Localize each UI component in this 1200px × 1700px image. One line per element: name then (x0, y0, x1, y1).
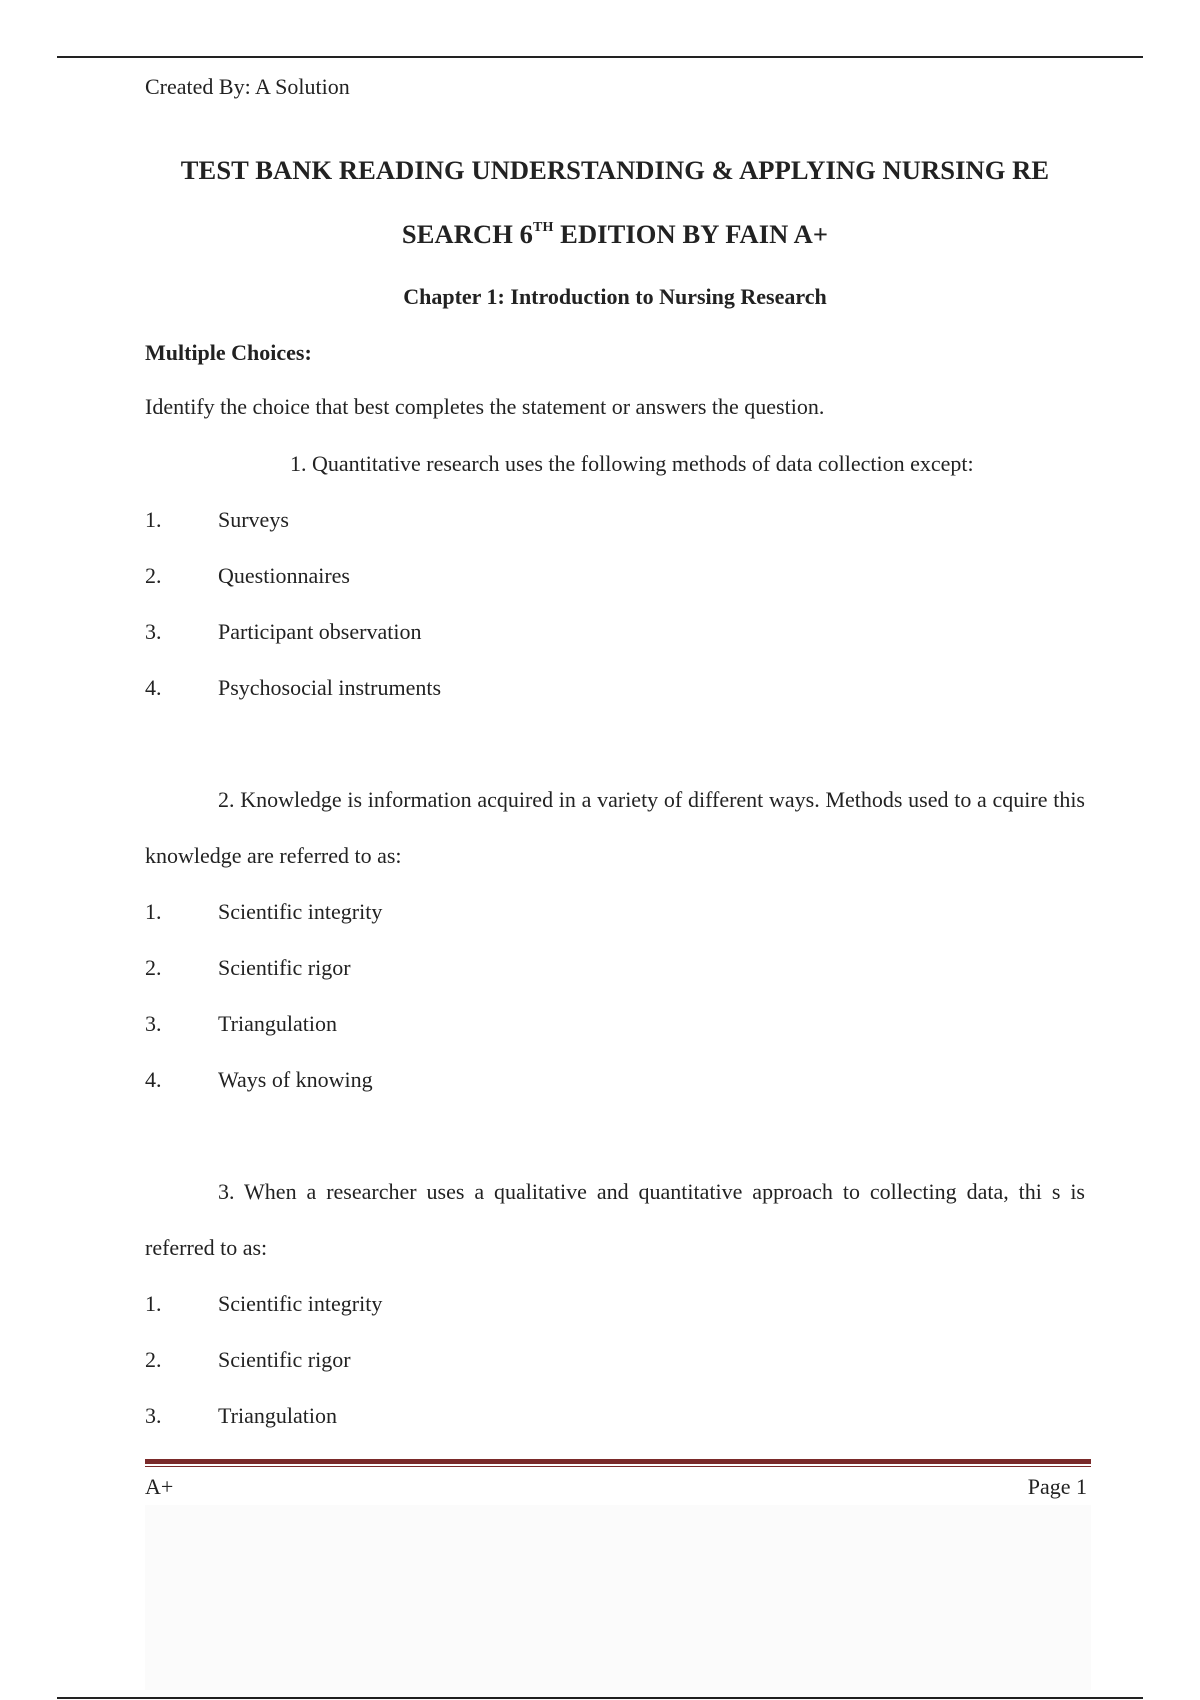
option-label: Scientific rigor (218, 1347, 351, 1372)
page-number: Page 1 (1027, 1474, 1087, 1499)
title-line-2-suffix: EDITION BY FAIN A+ (553, 219, 829, 249)
option-item (145, 660, 1085, 716)
option-item (145, 884, 1085, 940)
option-label: Scientific integrity (218, 1291, 383, 1316)
option-label: Participant observation (218, 619, 422, 644)
option-item (145, 1052, 1085, 1108)
title-line-2-prefix: SEARCH 6 (401, 219, 533, 249)
question-2-text: 2. Knowledge is information acquired in a variety of different ways. Methods used to a cquire this knowledge are referred to as: (145, 787, 1085, 868)
option-number: 3. (145, 1011, 162, 1036)
chapter-heading: Chapter 1: Introduction to Nursing Research (403, 284, 827, 309)
option-number: 4. (145, 675, 162, 700)
title-superscript: TH (533, 220, 554, 235)
option-number: 3. (145, 1403, 162, 1428)
instructions: Identify the choice that best completes the statement or answers the question. (145, 394, 825, 419)
option-item (145, 940, 1085, 996)
footer-rule (145, 1459, 1091, 1464)
option-item (145, 996, 1085, 1052)
option-item (145, 604, 1085, 660)
footer-rule-thin (145, 1466, 1091, 1467)
title-line-1: TEST BANK READING UNDERSTANDING & APPLYING NURSING RE (180, 155, 1050, 185)
option-number: 2. (145, 955, 162, 980)
option-label: Ways of knowing (218, 1067, 373, 1092)
question-1-options (145, 492, 1085, 716)
option-label: Questionnaires (218, 563, 350, 588)
footer-left-text: A+ (145, 1474, 174, 1499)
spacer (145, 1108, 1085, 1164)
created-by: Created By: A Solution (145, 74, 350, 99)
option-item (145, 548, 1085, 604)
document-title (145, 138, 1085, 266)
question-3-text: 3. When a researcher uses a qualitative and quantitative approach to collecting data, thi s is referred to as: (145, 1179, 1085, 1260)
option-label: Scientific integrity (218, 899, 383, 924)
option-label: Triangulation (218, 1403, 337, 1428)
option-number: 3. (145, 619, 162, 644)
document-page (145, 70, 1085, 1444)
option-item (145, 492, 1085, 548)
option-number: 1. (145, 899, 162, 924)
option-item (145, 1276, 1085, 1332)
bottom-rule (57, 1697, 1143, 1699)
option-item (145, 1388, 1085, 1444)
question-2-options (145, 884, 1085, 1108)
option-number: 1. (145, 507, 162, 532)
footer-margin-area (145, 1505, 1091, 1690)
option-label: Scientific rigor (218, 955, 351, 980)
option-number: 2. (145, 563, 162, 588)
option-label: Triangulation (218, 1011, 337, 1036)
question-3-options (145, 1276, 1085, 1444)
option-number: 4. (145, 1067, 162, 1092)
section-heading: Multiple Choices: (145, 340, 312, 365)
option-item (145, 1332, 1085, 1388)
option-label: Psychosocial instruments (218, 675, 442, 700)
option-number: 2. (145, 1347, 162, 1372)
top-rule (57, 56, 1143, 58)
option-number: 1. (145, 1291, 162, 1316)
spacer (145, 716, 1085, 772)
question-1-text: 1. Quantitative research uses the following methods of data collection except: (290, 451, 974, 476)
option-label: Surveys (218, 507, 289, 532)
title-line-2 (145, 202, 1085, 266)
